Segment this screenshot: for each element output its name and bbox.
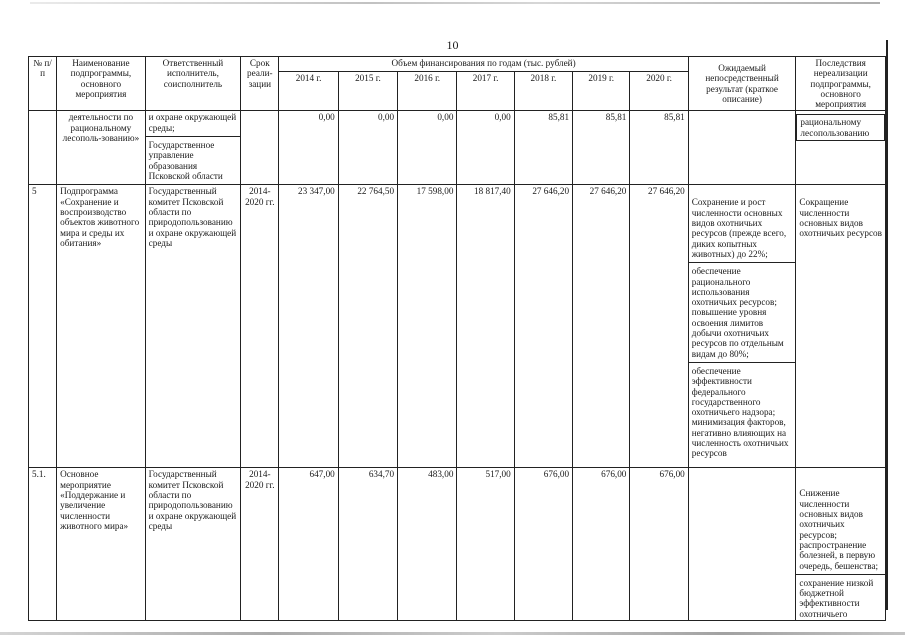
row-responsible: Государственный комитет Псковской области по природопользованию и охране окружающей среды bbox=[145, 185, 241, 468]
row-value: 27 646,20 bbox=[630, 185, 688, 468]
page-number: 10 bbox=[446, 38, 459, 52]
row-value: 27 646,20 bbox=[573, 185, 630, 468]
header-year: 2016 г. bbox=[398, 71, 457, 111]
row-value: 22 764,50 bbox=[338, 185, 397, 468]
row-value: 676,00 bbox=[630, 468, 688, 621]
row-responsible-bottom: Государственное управление образования Псковской области bbox=[146, 136, 241, 181]
row-term bbox=[241, 111, 279, 185]
row-value: 23 347,00 bbox=[279, 185, 338, 468]
header-term: Срок реали-зации bbox=[241, 57, 279, 111]
table-header-row-1 bbox=[29, 57, 886, 72]
row-num: 5 bbox=[29, 185, 57, 468]
row-responsible: Государственный комитет Псковской области по природопользованию и охране окружающей среды bbox=[145, 468, 241, 621]
row-value: 0,00 bbox=[338, 111, 397, 185]
row-name: Подпрограмма «Сохранение и воспроизводство объектов животного мира и среды их обитания» bbox=[57, 185, 146, 468]
header-consequences: Последствия нереализации подпрограммы, основного мероприятия bbox=[796, 57, 886, 111]
financing-table bbox=[28, 56, 886, 621]
row-value: 676,00 bbox=[514, 468, 572, 621]
row-name: деятельности по рациональному лесополь-зованию» bbox=[57, 111, 146, 185]
row-term: 2014-2020 гг. bbox=[241, 468, 279, 621]
scan-artifact-top bbox=[30, 2, 880, 4]
header-name: Наименование подпрограммы, основного мероприятия bbox=[57, 57, 146, 111]
row-consequences bbox=[796, 468, 886, 621]
row-value: 647,00 bbox=[279, 468, 338, 621]
header-year: 2018 г. bbox=[514, 71, 572, 111]
row-consequences-text: рациональному лесопользованию bbox=[796, 114, 885, 141]
row-value: 676,00 bbox=[573, 468, 630, 621]
row-value: 18 817,40 bbox=[457, 185, 514, 468]
row-consequences: Сокращение численности основных видов охотничьих ресурсов bbox=[796, 185, 886, 468]
row-responsible bbox=[145, 111, 241, 185]
row-term: 2014-2020 гг. bbox=[241, 185, 279, 468]
row-value: 0,00 bbox=[457, 111, 514, 185]
row-value: 483,00 bbox=[398, 468, 457, 621]
row-value: 517,00 bbox=[457, 468, 514, 621]
row-value: 85,81 bbox=[573, 111, 630, 185]
expected-paragraph: обеспечение эффективности федерального государственного охотничьего надзора; минимизация факторов, негативно влияющих на численность охотничьих ресурсов bbox=[689, 362, 796, 459]
row-value: 0,00 bbox=[279, 111, 338, 185]
row-value: 0,00 bbox=[398, 111, 457, 185]
row-num bbox=[29, 111, 57, 185]
row-value: 85,81 bbox=[630, 111, 688, 185]
header-year: 2017 г. bbox=[457, 71, 514, 111]
table-row bbox=[29, 468, 886, 621]
scan-artifact-bottom bbox=[0, 632, 905, 635]
header-expected: Ожидаемый непосредственный результат (краткое описание) bbox=[688, 57, 796, 111]
header-responsible: Ответственный исполнитель, соисполнитель bbox=[145, 57, 241, 111]
header-year: 2015 г. bbox=[338, 71, 397, 111]
consequence-paragraph: Снижение численности основных видов охотничьих ресурсов; распространение болезней, в первую очередь, бешенства; bbox=[799, 488, 879, 571]
header-finance: Объем финансирования по годам (тыс. рублей) bbox=[279, 57, 688, 72]
header-year: 2019 г. bbox=[573, 71, 630, 111]
row-consequences bbox=[796, 111, 886, 185]
row-expected bbox=[688, 111, 796, 185]
table-row bbox=[29, 111, 886, 185]
header-num: № п/п bbox=[29, 57, 57, 111]
row-expected bbox=[688, 468, 796, 621]
row-value: 17 598,00 bbox=[398, 185, 457, 468]
row-value: 634,70 bbox=[338, 468, 397, 621]
row-value: 85,81 bbox=[514, 111, 572, 185]
page-edge-right bbox=[886, 40, 888, 610]
row-responsible-top: и охране окружающей среды; bbox=[148, 112, 237, 133]
row-value: 27 646,20 bbox=[514, 185, 572, 468]
row-num: 5.1. bbox=[29, 468, 57, 621]
row-expected bbox=[688, 185, 796, 468]
expected-paragraph: Сохранение и рост численности основных видов охотничьих ресурсов (прежде всего, диких копытных животных) до 22%; bbox=[691, 197, 787, 259]
row-name: Основное мероприятие «Поддержание и увеличение численности животного мира» bbox=[57, 468, 146, 621]
expected-paragraph: обеспечение рационального использования охотничьих ресурсов; повышение уровня освоения лимитов добычи охотничьих ресурсов по отдельным видам до 80%; bbox=[689, 262, 796, 359]
table-row bbox=[29, 185, 886, 468]
header-year: 2014 г. bbox=[279, 71, 338, 111]
header-year: 2020 г. bbox=[630, 71, 688, 111]
consequence-paragraph: сохранение низкой бюджетной эффективности охотничьего bbox=[796, 574, 885, 619]
